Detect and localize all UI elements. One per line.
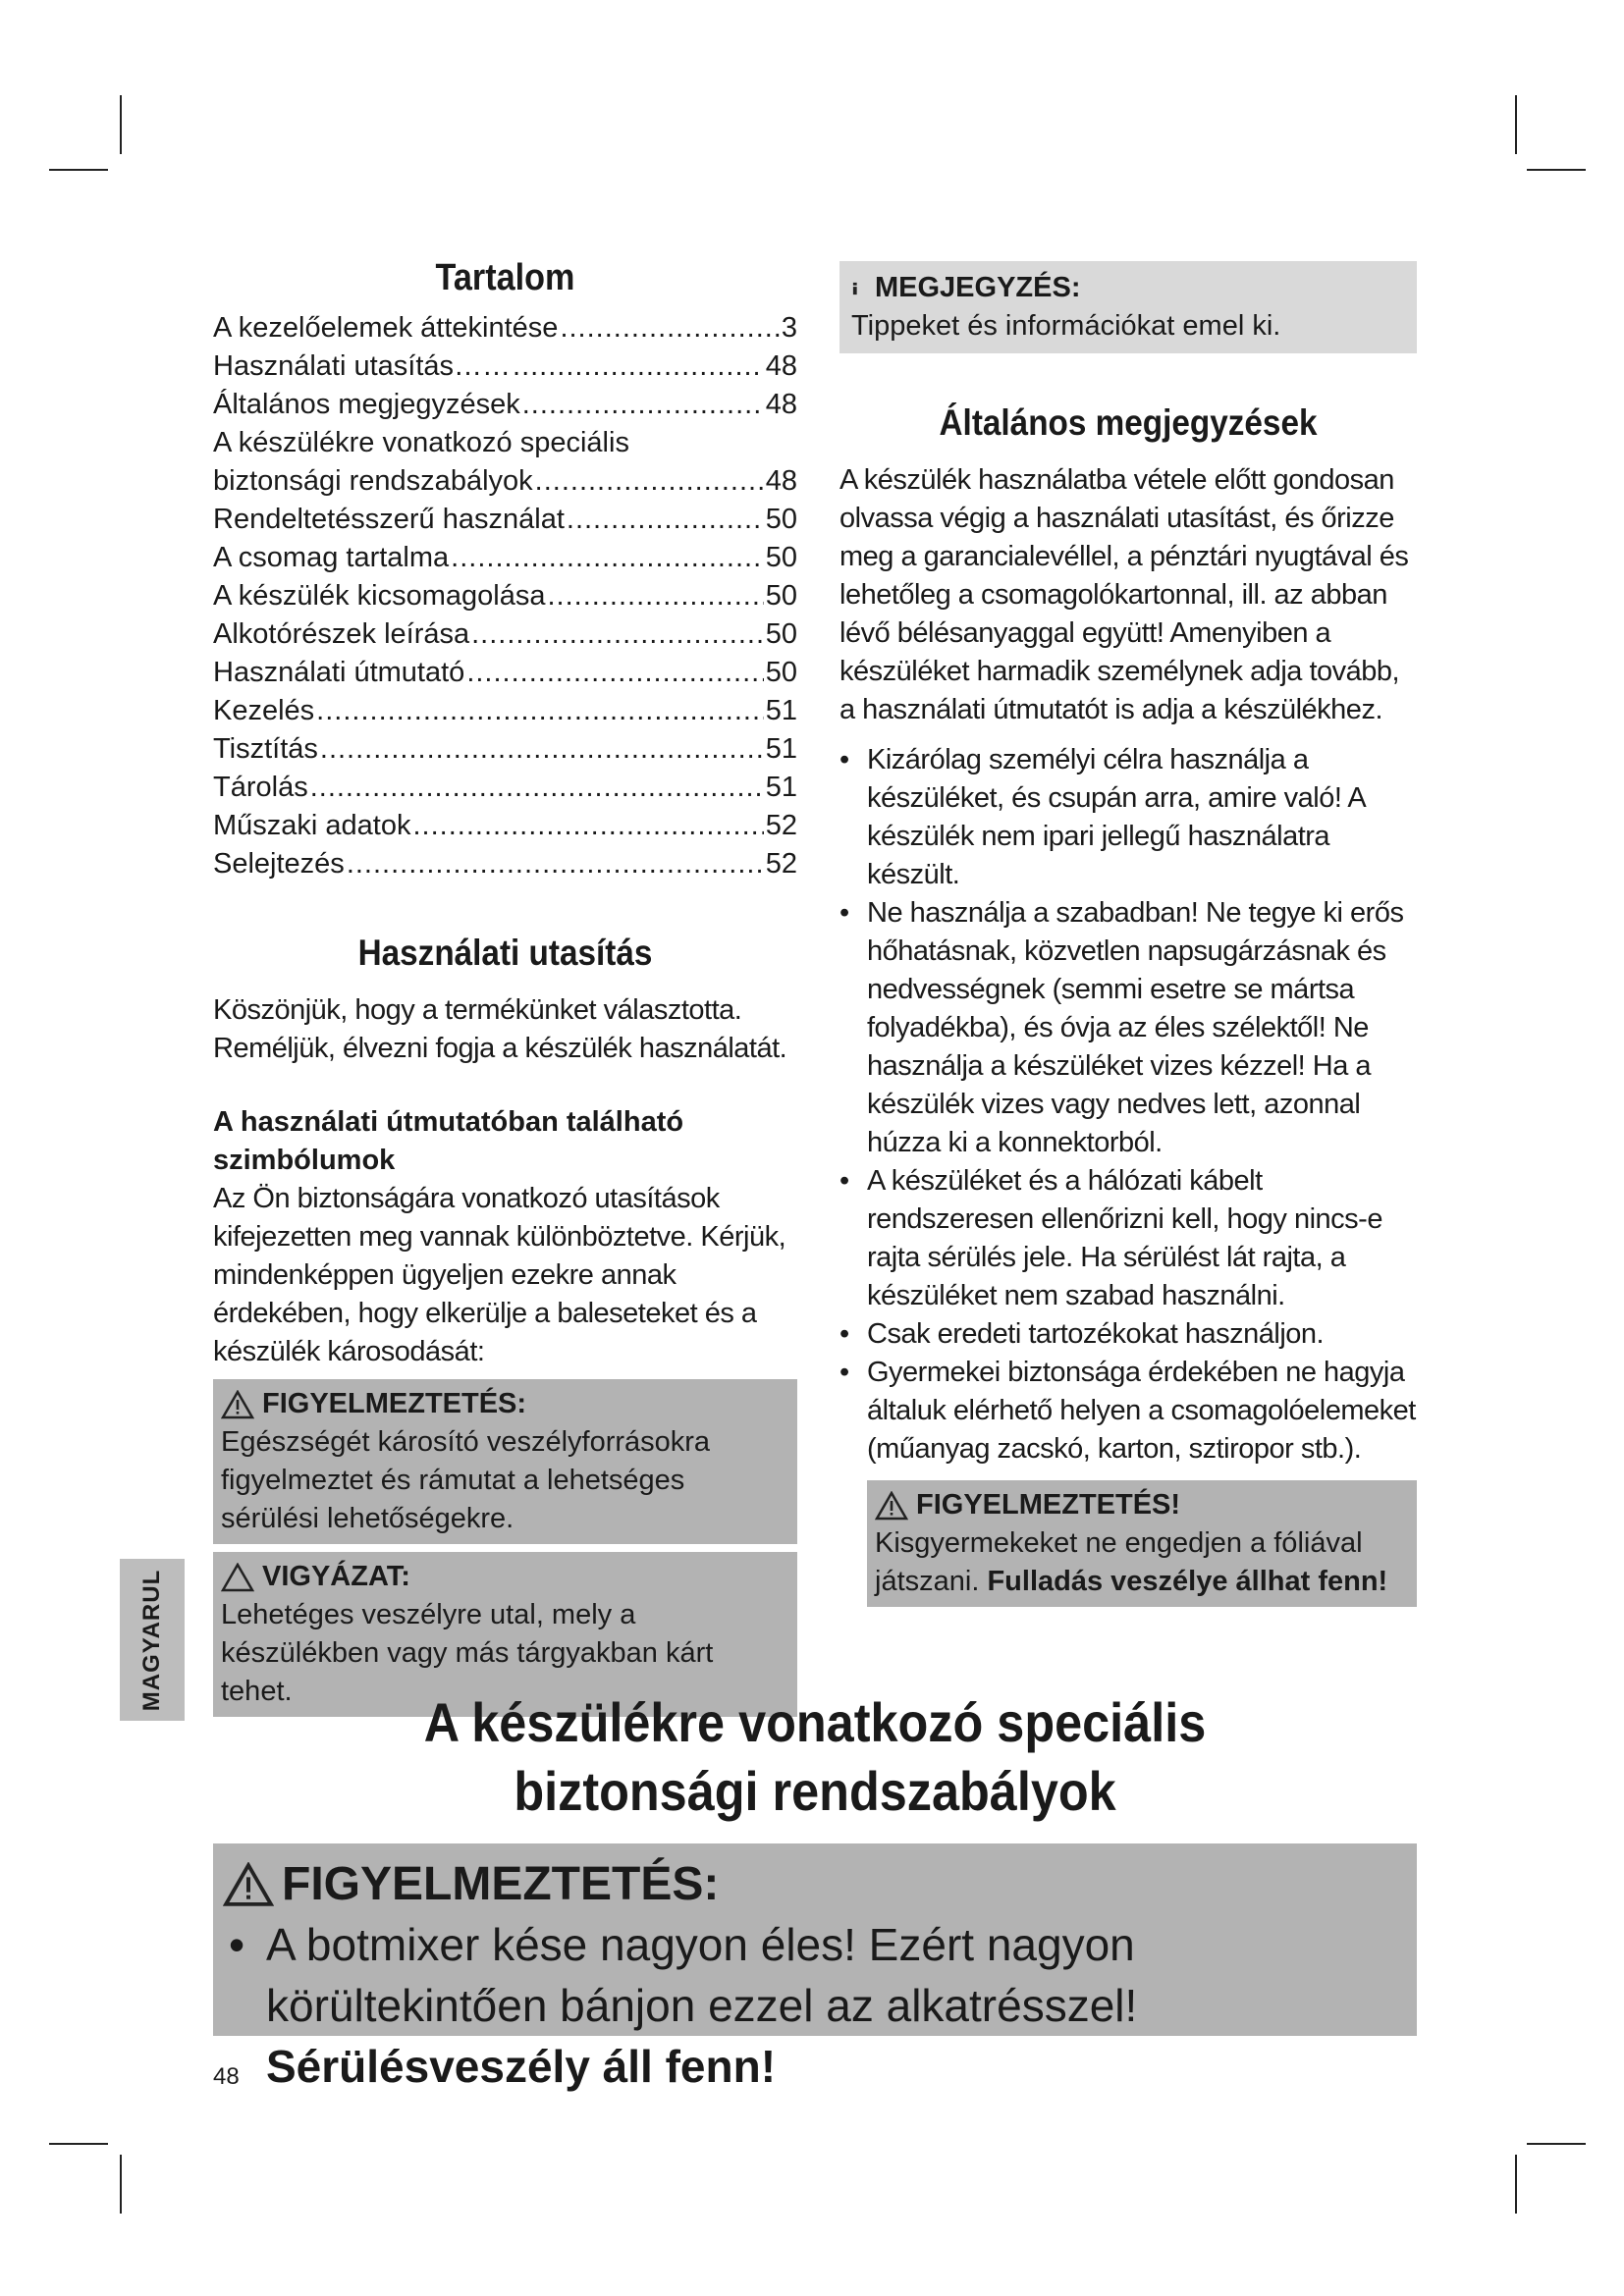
special-warning-bold: Sérülésveszély áll fenn! bbox=[266, 2041, 777, 2092]
toc-entry[interactable]: A csomag tartalma ..... 50 bbox=[213, 539, 797, 577]
intro-text: Köszönjük, hogy a termékünket választotta. Reméljük, élvezni fogja a készülék használatát. bbox=[213, 994, 787, 1064]
note-text: Tippeket és információkat emel ki. bbox=[851, 310, 1281, 342]
crop-mark bbox=[1515, 2155, 1517, 2214]
child-warning-text: Kisgyermekeket ne engedjen a fóliával játszani. bbox=[875, 1527, 1363, 1597]
toc-entry-line: A készülékre vonatkozó speciális bbox=[213, 427, 629, 458]
warning-text: Egészségét károsító veszélyforrásokra figyelmeztet és rámutat a lehetséges sérülési lehetőségekre. bbox=[221, 1426, 711, 1534]
general-bullets bbox=[839, 741, 1417, 1468]
toc-title: Tartalom bbox=[435, 257, 575, 298]
left-column bbox=[213, 257, 797, 1717]
caution-triangle-icon bbox=[221, 1563, 254, 1592]
special-safety-title: A készülékre vonatkozó speciális biztonsági rendszabályok bbox=[423, 1691, 1207, 1822]
symbols-text: Az Ön biztonságára vonatkozó utasítások kifejezetten meg vannak különböztetve. Kérjük, mindenképpen ügyeljen ezekre annak érdekében, hogy elkerülje a baleseteket és a készülék károsodását: bbox=[213, 1183, 786, 1367]
warning-title: FIGYELMEZTETÉS: bbox=[262, 1388, 527, 1419]
child-warning-box bbox=[867, 1480, 1417, 1607]
right-column bbox=[839, 261, 1417, 1607]
toc-entry[interactable]: A készülék kicsomagolása ..... 50 bbox=[213, 577, 797, 615]
toc-entry[interactable]: biztonsági rendszabályok ..... 48 bbox=[213, 462, 797, 501]
crop-mark bbox=[120, 2155, 122, 2214]
toc-entry[interactable]: Selejtezés ..... 52 bbox=[213, 845, 797, 883]
note-box bbox=[839, 261, 1417, 353]
child-warning-title: FIGYELMEZTETÉS! bbox=[916, 1489, 1181, 1521]
crop-mark bbox=[1527, 169, 1586, 171]
list-item: • Kizárólag személyi célra használja a készüléket, és csupán arra, amire való! A készülék nem ipari jellegű használatra készült. bbox=[839, 741, 1417, 894]
list-item: • A készüléket és a hálózati kábelt rendszeresen ellenőrizni kell, hogy nincs-e rajta sérülés jele. Ha sérülést lát rajta, a készüléket nem szabad használni. bbox=[839, 1162, 1417, 1315]
crop-mark bbox=[120, 95, 122, 154]
crop-mark bbox=[49, 2143, 108, 2145]
list-item: • Gyermekei biztonsága érdekében ne hagyja általuk elérhető helyen a csomagolóelemeket (műanyag zacskó, karton, sztiropor stb.). bbox=[839, 1354, 1417, 1468]
crop-mark bbox=[1515, 95, 1517, 154]
toc-entry[interactable]: Műszaki adatok ..... 52 bbox=[213, 807, 797, 845]
warning-triangle-icon bbox=[875, 1491, 908, 1521]
caution-title: VIGYÁZAT: bbox=[262, 1561, 410, 1592]
toc-entry[interactable]: A kezelőelemek áttekintése ..... 3 bbox=[213, 309, 797, 347]
list-item: • Csak eredeti tartozékokat használjon. bbox=[839, 1315, 1417, 1354]
crop-mark bbox=[49, 169, 108, 171]
toc-entry[interactable]: Rendeltetésszerű használat ..... 50 bbox=[213, 501, 797, 539]
toc-entry[interactable]: Kezelés ..... 51 bbox=[213, 692, 797, 730]
symbols-heading: A használati útmutatóban található szimbólumok bbox=[213, 1106, 684, 1176]
special-warning-title: FIGYELMEZTETÉS: bbox=[282, 1858, 720, 1910]
info-icon bbox=[851, 274, 867, 303]
page-number: 48 bbox=[213, 2063, 240, 2090]
warning-triangle-icon bbox=[223, 1862, 274, 1907]
language-tab-label: MAGYARUL bbox=[138, 1569, 165, 1711]
warning-triangle-icon bbox=[221, 1390, 254, 1419]
toc-entry[interactable]: Alkotórészek leírása ..... 50 bbox=[213, 615, 797, 654]
warning-box bbox=[213, 1379, 797, 1544]
intro-heading: Használati utasítás bbox=[357, 933, 653, 973]
child-warning-bold: Fulladás veszélye állhat fenn! bbox=[987, 1566, 1388, 1597]
language-tab bbox=[120, 1559, 185, 1721]
toc-entry[interactable]: Tárolás ..... 51 bbox=[213, 769, 797, 807]
crop-mark bbox=[1527, 2143, 1586, 2145]
toc-entry[interactable]: Tisztítás ..... 51 bbox=[213, 730, 797, 769]
toc-entry[interactable]: Általános megjegyzések ..... 48 bbox=[213, 386, 797, 424]
general-text: A készülék használatba vétele előtt gondosan olvassa végig a használati utasítást, és őrizze meg a garancialevéllel, a pénztári nyugtával és lehetőleg a csomagolókartonnal, ill. az abban lévő bélésanyaggal együtt! Amenyiben a készüléket harmadik személynek adja tovább, a használati útmutatót is adja a készülékhez. bbox=[839, 464, 1409, 725]
general-heading: Általános megjegyzések bbox=[939, 402, 1318, 443]
toc-entry[interactable]: Használati utasítás…… ..... 48 bbox=[213, 347, 797, 386]
note-title: MEGJEGYZÉS: bbox=[875, 272, 1081, 303]
special-warning-item: • A botmixer kése nagyon éles! Ezért nagyon körültekintően bánjon ezzel az alkatrésszel! Sérülésveszély áll fenn! bbox=[223, 1914, 1407, 2097]
list-item: • Ne használja a szabadban! Ne tegye ki erős hőhatásnak, közvetlen napsugárzásnak és nedvességnek (semmi esetre se mártsa folyadékba), és óvja az éles szélektől! Ne használja a készüléket vizes kézzel! Ha a készülék vizes vagy nedves lett, azonnal húzza ki a konnektorból. bbox=[839, 894, 1417, 1162]
toc-entry[interactable]: Használati útmutató ..... 50 bbox=[213, 654, 797, 692]
caution-text: Lehetéges veszélyre utal, mely a készülékben vagy más tárgyakban kárt tehet. bbox=[221, 1599, 714, 1707]
